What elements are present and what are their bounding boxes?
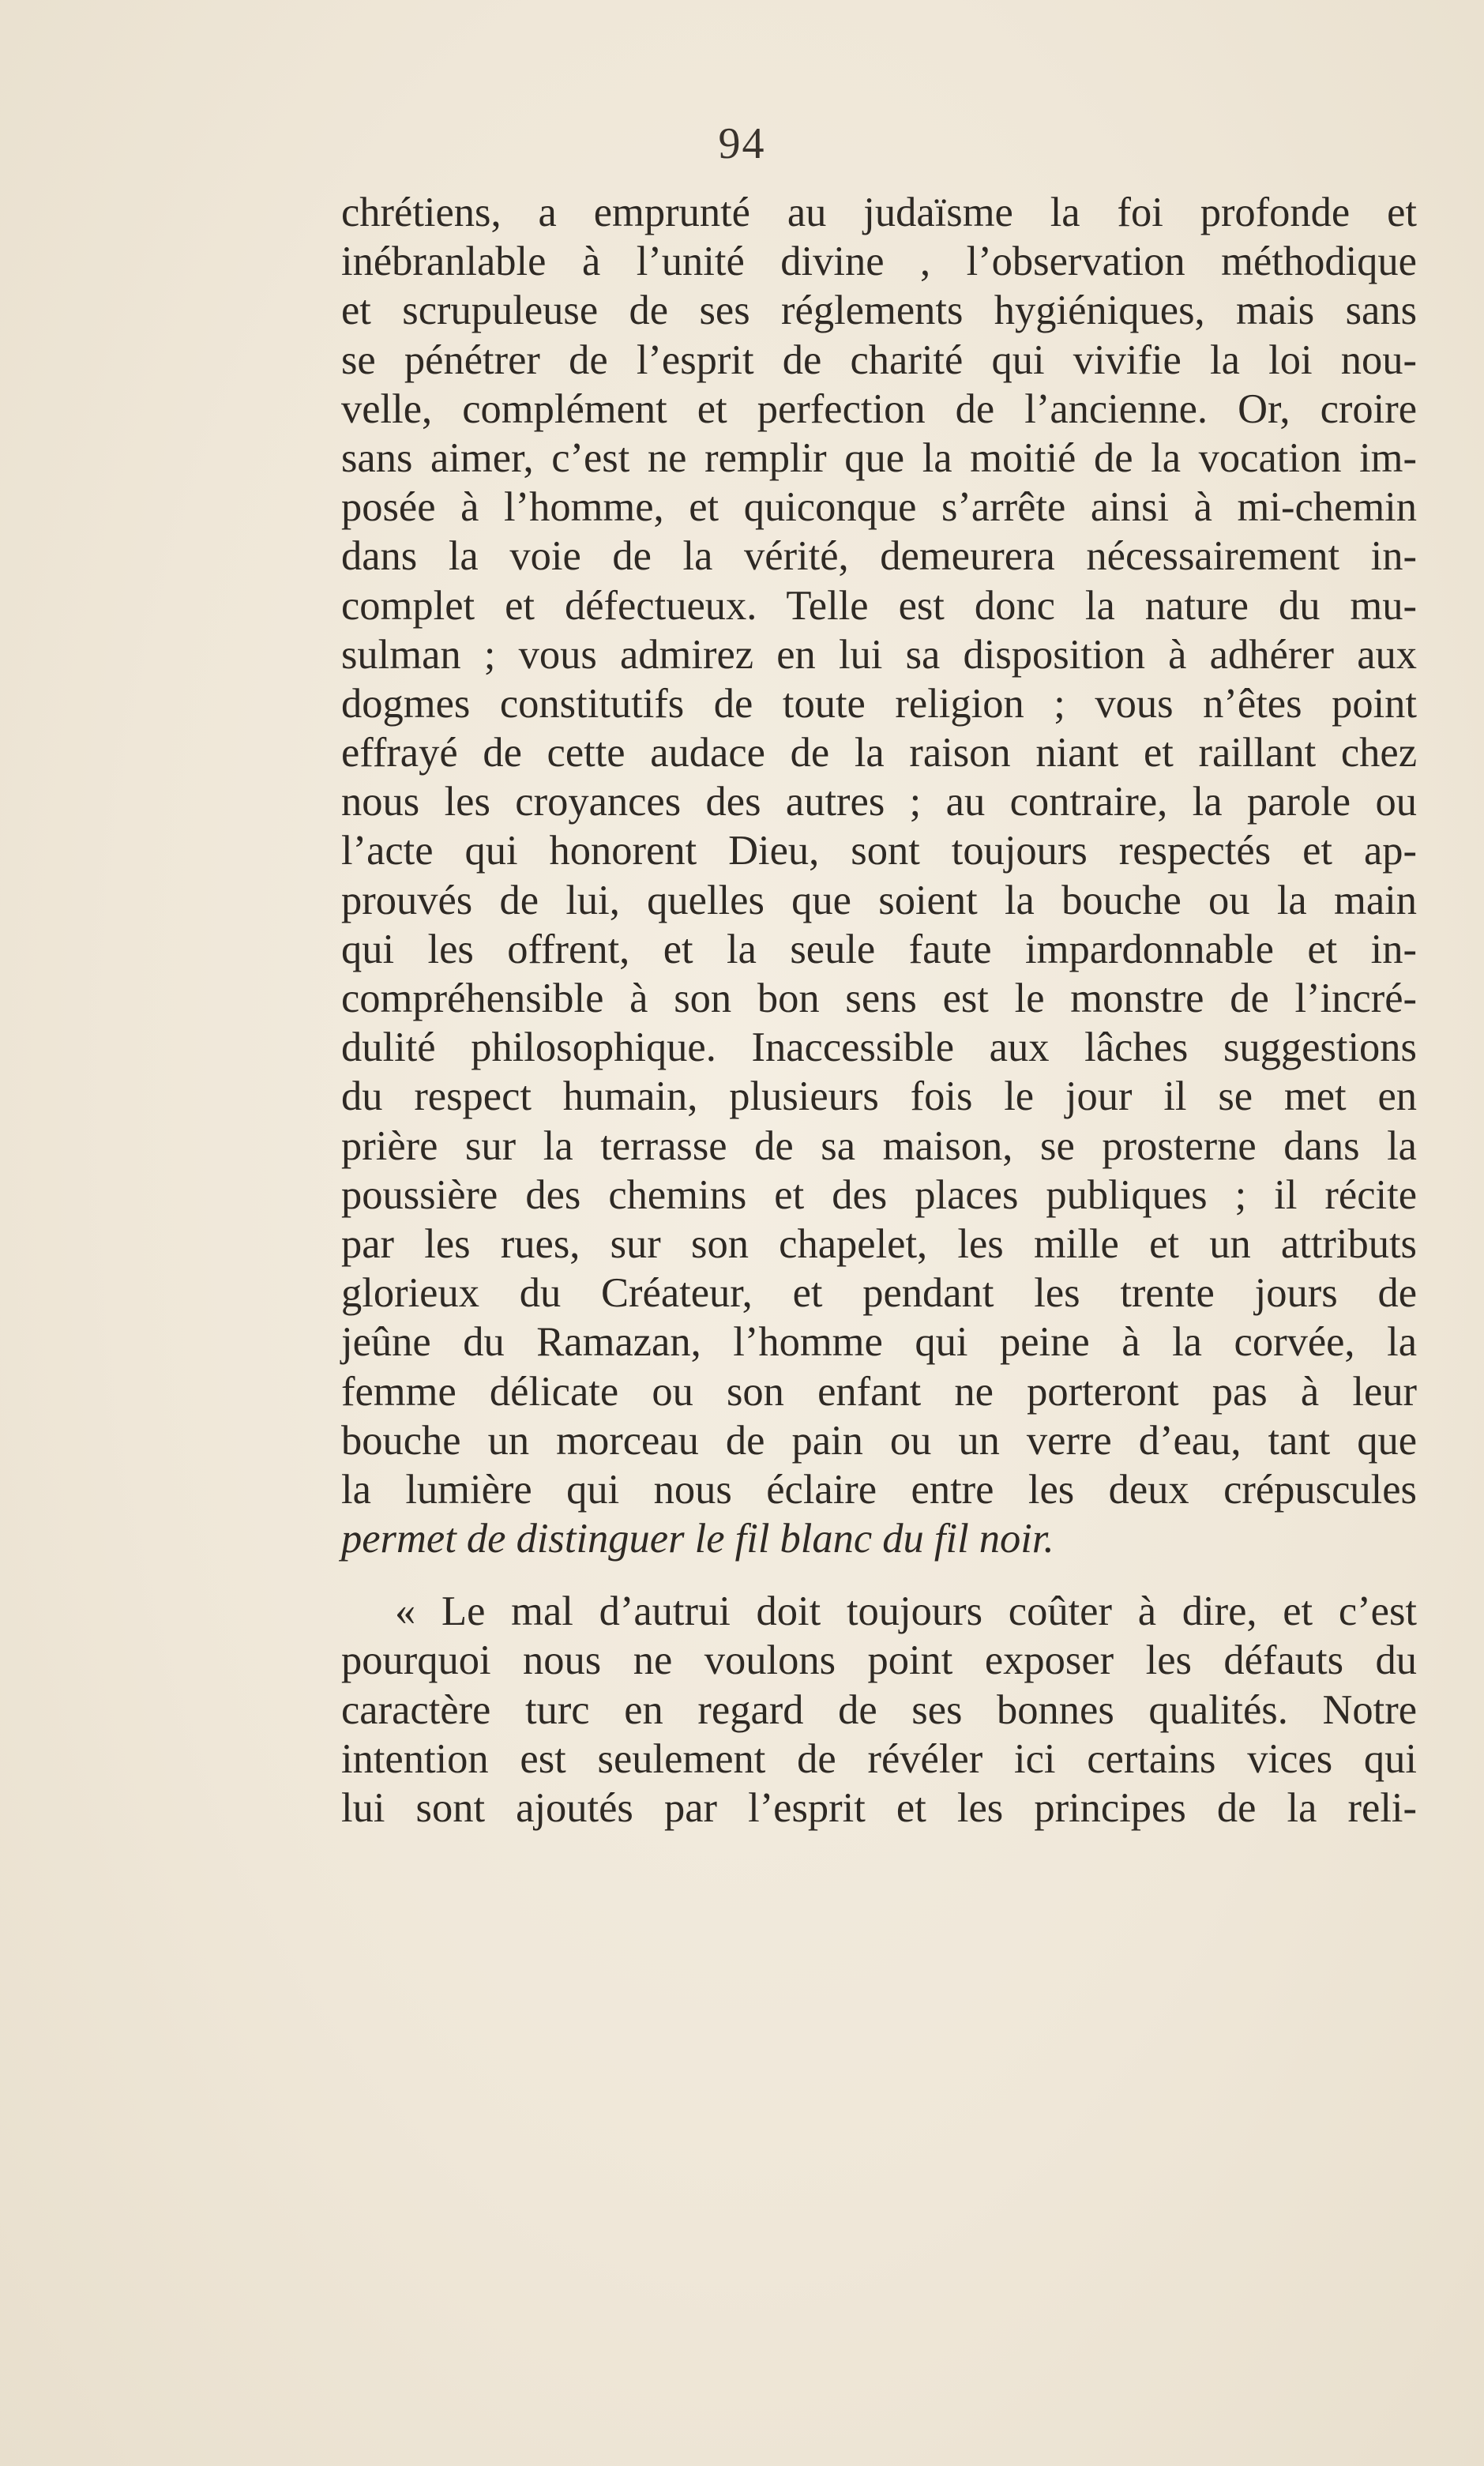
text-line: effrayé de cette audace de la raison niant et raillant chez — [341, 730, 1417, 776]
text-line: intention est seulement de révéler ici certains vices qui — [341, 1735, 1417, 1782]
text-line: nous les croyances des autres ; au contraire, la parole ou — [341, 779, 1417, 825]
text-line: sans aimer, c’est ne remplir que la moitié de la vocation im- — [341, 434, 1417, 481]
paragraph-2 — [341, 1587, 1417, 1833]
text-line: bouche un morceau de pain ou un verre d’eau, tant que — [341, 1417, 1417, 1464]
text-line: dogmes constitutifs de toute religion ; vous n’êtes point — [341, 680, 1417, 727]
text-line: et scrupuleuse de ses réglements hygiéniques, mais sans — [341, 288, 1417, 334]
text-line: la lumière qui nous éclaire entre les deux crépuscules — [341, 1466, 1417, 1513]
text-line: se pénétrer de l’esprit de charité qui vivifie la loi nou- — [341, 336, 1417, 383]
paragraph-gap — [341, 1563, 1417, 1587]
text-line: poussière des chemins et des places publiques ; il récite — [341, 1171, 1417, 1218]
text-line: lui sont ajoutés par l’esprit et les principes de la reli- — [341, 1785, 1417, 1831]
page-number: 94 — [718, 119, 766, 168]
text-line: inébranlable à l’unité divine , l’observation méthodique — [341, 239, 1417, 285]
text-line: velle, complément et perfection de l’ancienne. Or, croire — [341, 385, 1417, 432]
text-line: dans la voie de la vérité, demeurera nécessairement in- — [341, 533, 1417, 580]
text-line: compréhensible à son bon sens est le monstre de l’incré- — [341, 975, 1417, 1021]
text-line: l’acte qui honorent Dieu, sont toujours respectés et ap- — [341, 828, 1417, 874]
text-line: complet et défectueux. Telle est donc la nature du mu- — [341, 582, 1417, 629]
text-line: du respect humain, plusieurs fois le jour il se met en — [341, 1073, 1417, 1120]
text-line: dulité philosophique. Inaccessible aux lâches suggestions — [341, 1024, 1417, 1071]
text-line: jeûne du Ramazan, l’homme qui peine à la corvée, la — [341, 1319, 1417, 1366]
text-line: pourquoi nous ne voulons point exposer les défauts du — [341, 1637, 1417, 1684]
text-line-italic: permet de distinguer le fil blanc du fil noir. — [341, 1516, 1054, 1562]
text-line: glorieux du Créateur, et pendant les trente jours de — [341, 1270, 1417, 1317]
text-line: prouvés de lui, quelles que soient la bouche ou la main — [341, 877, 1417, 923]
text-line: chrétiens, a emprunté au judaïsme la foi profonde et — [341, 190, 1417, 235]
text-line: caractère turc en regard de ses bonnes qualités. Notre — [341, 1686, 1417, 1733]
text-line: posée à l’homme, et quiconque s’arrête ainsi à mi-chemin — [341, 484, 1417, 531]
text-line: sulman ; vous admirez en lui sa disposition à adhérer aux — [341, 631, 1417, 678]
body-text — [341, 188, 1417, 1833]
text-line: par les rues, sur son chapelet, les mille et un attributs — [341, 1220, 1417, 1267]
text-line: prière sur la terrasse de sa maison, se prosterne dans la — [341, 1122, 1417, 1169]
text-line: qui les offrent, et la seule faute impardonnable et in- — [341, 926, 1417, 972]
text-line: femme délicate ou son enfant ne porteront pas à leur — [341, 1368, 1417, 1415]
paragraph-1 — [341, 188, 1417, 1563]
text-line: « Le mal d’autrui doit toujours coûter à dire, et c’est — [395, 1588, 1417, 1635]
